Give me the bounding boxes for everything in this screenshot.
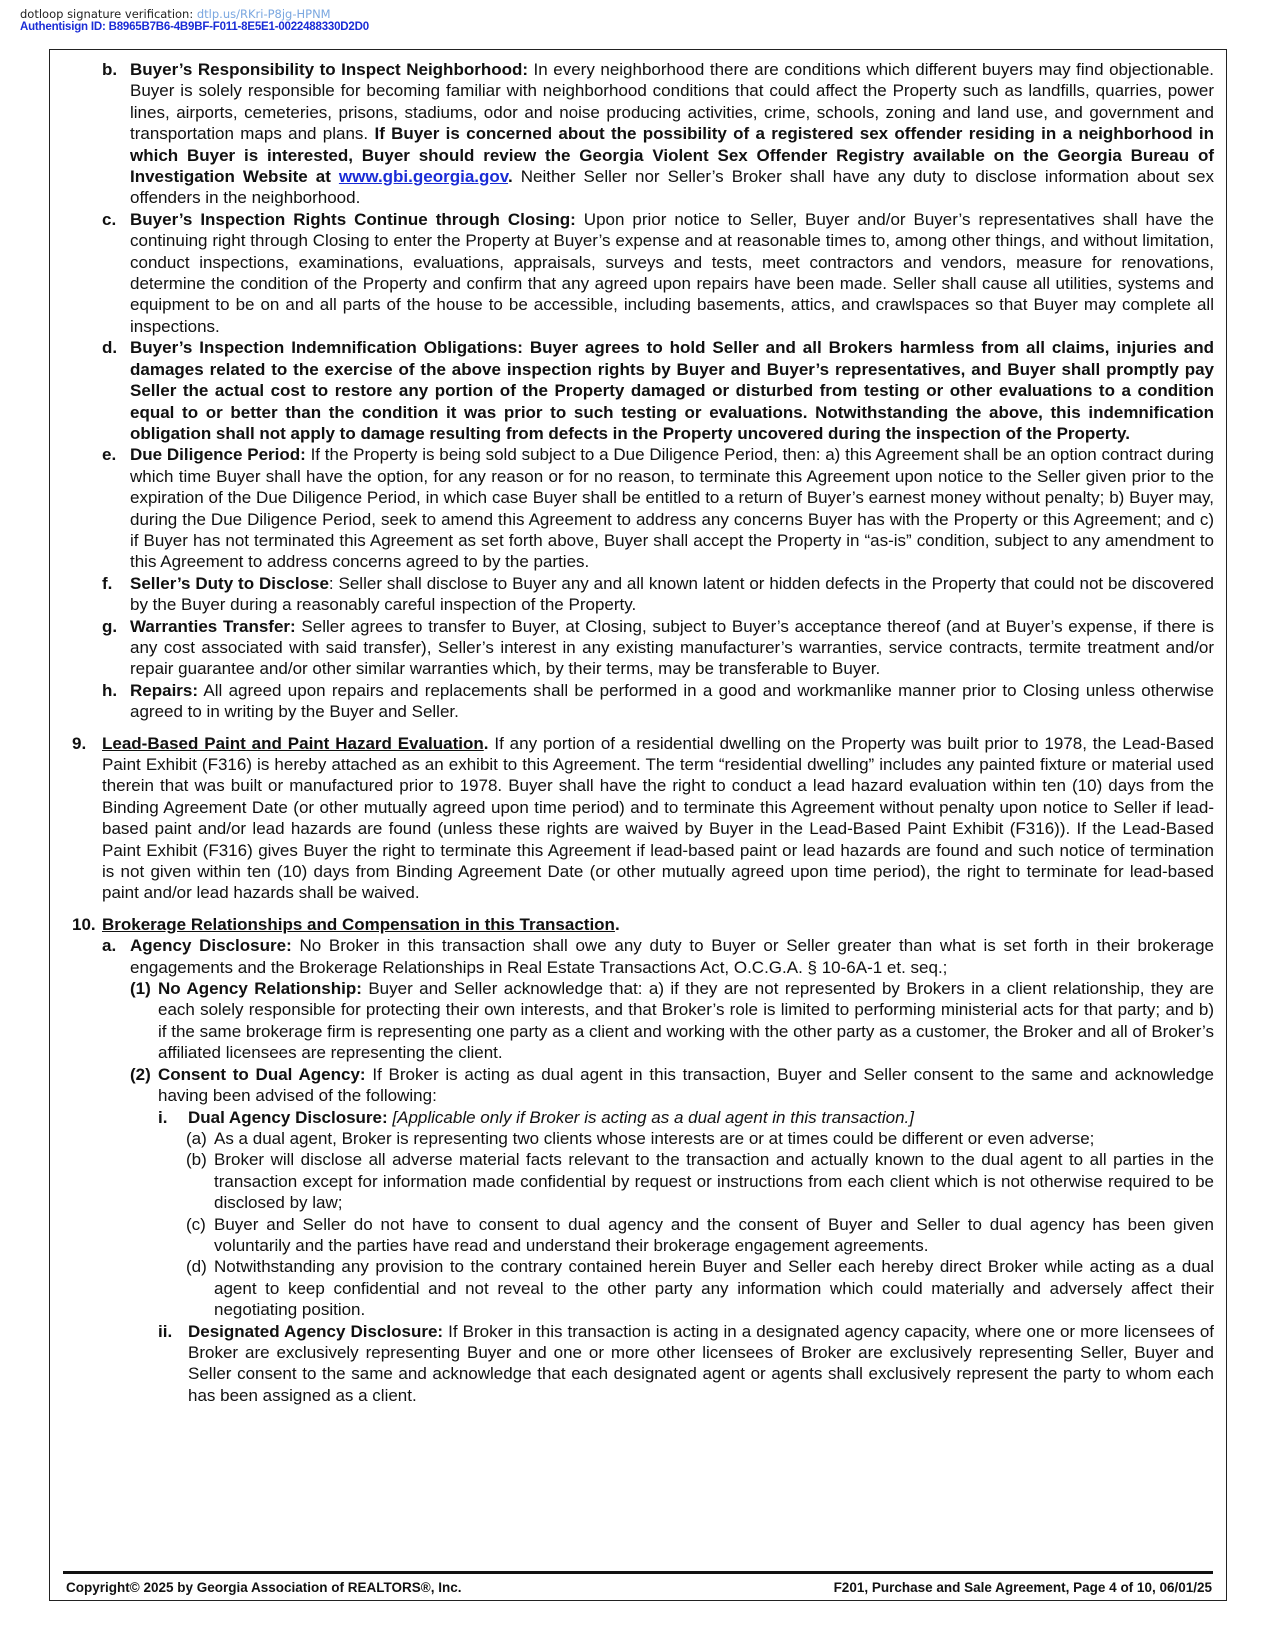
section-10-brokerage: 10. Brokerage Relationships and Compensation in this Transaction. — [72, 914, 620, 934]
item-title: Buyer’s Inspection Rights Continue through Closing: — [130, 209, 576, 229]
item-10a1-no-agency: (1) No Agency Relationship: Buyer and Seller acknowledge that: a) if they are not represented by Brokers in a client relationship, they are each solely responsible for protecting their own interests, and that Broker’s role is limited to performing ministerial acts for that party; and b) if the same brokerage firm is representing one party as a client and working with the other party as a customer, the Broker and all of Broker’s affiliated licensees are representing the client. — [130, 979, 1215, 1063]
section-title: Brokerage Relationships and Compensation in this Transaction — [102, 914, 615, 934]
authentisign-label: Authentisign ID: — [20, 21, 106, 33]
footer-divider — [63, 1571, 1213, 1574]
item-h: h. Repairs: All agreed upon repairs and replacements shall be performed in a good and workmanlike manner prior to Closing unless otherwise agreed to in writing by the Buyer and Seller. — [102, 680, 1214, 722]
item-designated-agency-disclosure: ii. Designated Agency Disclosure: If Broker in this transaction is acting in a designated agency capacity, where one or more licensees of Broker are exclusively representing Buyer and one or more other licensees of Broker are exclusively representing Seller, Buyer and Seller consent to the same and acknowledge that each designated agent or agents shall exclusively represent the party to whom each has been assigned as a client. — [158, 1321, 1214, 1405]
item-title: Warranties Transfer: — [130, 616, 296, 636]
authentisign-id: B8965B7B6-4B9BF-F011-8E5E1-0022488330D2D0 — [108, 21, 369, 33]
item-g: g. Warranties Transfer: Seller agrees to transfer to Buyer, at Closing, subject to Buyer’s acceptance thereof (and at Buyer’s expense, if there is any cost associated with said transfer), Seller’s interest in any existing manufacturer’s warranties, service contracts, termite treatment and/or repair guarantee and/or other similar warranties which, by their terms, may be transferable to Buyer. — [102, 616, 1214, 679]
item-title: Buyer’s Responsibility to Inspect Neighborhood: — [130, 60, 529, 79]
verification-label: dotloop signature verification: — [20, 7, 194, 21]
copyright-notice: Copyright© 2025 by Georgia Association of REALTORS®, Inc. — [66, 1580, 462, 1595]
dotloop-verification-line — [20, 8, 369, 21]
form-page-info: F201, Purchase and Sale Agreement, Page 4 of 10, 06/01/25 — [833, 1580, 1212, 1595]
document-body — [72, 59, 1214, 1406]
verification-link[interactable]: dtlp.us/RKri-P8jg-HPNM — [196, 7, 331, 21]
item-f: f. Seller’s Duty to Disclose: Seller shall disclose to Buyer any and all known latent or hidden defects in the Property that could not be discovered by the Buyer during a reasonably careful inspection of the Property. — [102, 573, 1215, 615]
dual-agency-sub-d: (d) Notwithstanding any provision to the contrary contained herein Buyer and Seller each hereby direct Broker while acting as a dual agent to keep confidential and not reveal to the other party any information which could materially and adversely affect their negotiating position. — [186, 1257, 1214, 1320]
dual-agency-sub-b: (b) Broker will disclose all adverse material facts relevant to the transaction and actually known to the dual agent to all parties in the transaction except for information made confidential by request or instructions from each client which is not otherwise required to be disclosed by law; — [186, 1150, 1214, 1213]
item-title: Designated Agency Disclosure: — [188, 1321, 444, 1341]
section-title: Lead-Based Paint and Paint Hazard Evaluation — [102, 733, 484, 753]
item-title: Consent to Dual Agency: — [158, 1064, 366, 1084]
item-title: No Agency Relationship: — [158, 979, 362, 999]
section-number: 10. — [72, 914, 96, 934]
item-d: d. Buyer’s Inspection Indemnification Obligations: Buyer agrees to hold Seller and all Brokers harmless from all claims, injuries and damages related to the exercise of the above inspection rights by Buyer and Buyer’s representatives, and Buyer shall promptly pay Seller the actual cost to restore any portion of the Property damaged or disturbed from testing or other evaluations to a condition equal to or better than the condition it was prior to such testing or evaluations. Notwithstanding the above, this indemnification obligation shall not apply to damage resulting from defects in the Property uncovered during the inspection of the Property. — [102, 338, 1214, 443]
section-9-lead-based-paint: 9. Lead-Based Paint and Paint Hazard Evaluation. If any portion of a residential dwelling on the Property was built prior to 1978, the Lead-Based Paint Exhibit (F316) is hereby attached as an exhibit to this Agreement. The term “residential dwelling” includes any painted fixture or material used therein that was built or manufactured prior to 1978. Buyer shall have the right to conduct a lead hazard evaluation within ten (10) days from the Binding Agreement Date (or other mutually agreed upon time period) and to terminate this Agreement without penalty upon notice to Seller if lead-based paint and/or lead hazards are found (unless these rights are waived by Buyer in the Lead-Based Paint Exhibit (F316)). If the Lead-Based Paint Exhibit (F316) gives Buyer the right to terminate this Agreement if lead-based paint or lead hazards are found and such notice of termination is not given within ten (10) days from Binding Agreement Date (or other mutually agreed upon time period), the right to terminate for lead-based paint and/or lead hazards shall be waived. — [72, 733, 1214, 903]
gbi-website-link[interactable]: www.gbi.georgia.gov — [338, 167, 508, 187]
signature-verification-header — [20, 8, 369, 34]
authentisign-id-line — [20, 21, 369, 34]
dual-agency-sub-c: (c) Buyer and Seller do not have to consent to dual agency and the consent of Buyer and Seller to dual agency has been given voluntarily and the parties have read and understand their brokerage engagement agreements. — [186, 1214, 1214, 1255]
item-title: Dual Agency Disclosure: — [188, 1107, 388, 1127]
section-number: 9. — [72, 733, 87, 753]
item-10a2-dual-agency: (2) Consent to Dual Agency: If Broker is acting as dual agent in this transaction, Buyer and Seller consent to the same and acknowledge having been advised of the following: — [130, 1064, 1215, 1106]
item-title: Repairs: — [130, 680, 199, 700]
item-b: b. Buyer’s Responsibility to Inspect Neighborhood: In every neighborhood there are conditions which different buyers may find objectionable. Buyer is solely responsible for becoming familiar with neighborhood conditions that could affect the Property such as landfills, quarries, power lines, airports, cemeteries, prisons, stadiums, odor and noise producing activities, crime, schools, zoning and land use, and government and transportation maps and plans. If Buyer is concerned about the possibility of a registered sex offender residing in a neighborhood in which Buyer is interested, Buyer should review the Georgia Violent Sex Offender Registry available on the Georgia Bureau of Investigation Website at www.gbi.georgia.gov. Neither Seller nor Seller’s Broker shall have any duty to disclose information about sex offenders in the neighborhood. — [102, 60, 1214, 208]
item-10a-agency-disclosure: a. Agency Disclosure: No Broker in this transaction shall owe any duty to Buyer or Seller greater than what is set forth in their brokerage engagements and the Brokerage Relationships in Real Estate Transactions Act, O.C.G.A. § 10-6A-1 et. seq.; — [102, 936, 1214, 977]
item-c: c. Buyer’s Inspection Rights Continue through Closing: Upon prior notice to Seller, Buyer and/or Buyer’s representatives shall have the continuing right through Closing to enter the Property at Buyer’s expense and at reasonable times to, among other things, and without limitation, conduct inspections, examinations, evaluations, appraisals, surveys and tests, meet contractors and vendors, measure for renovations, determine the condition of the Property and confirm that any agreed upon repairs have been made. Seller shall cause all utilities, systems and equipment to be on and all parts of the house to be accessible, including basements, attics, and crawlspaces so that Buyer may complete all inspections. — [102, 209, 1214, 336]
item-title: Buyer’s Inspection Indemnification Obligations: — [130, 338, 523, 358]
item-dual-agency-disclosure: i. Dual Agency Disclosure: [Applicable only if Broker is acting as a dual agent in this transaction.] — [158, 1107, 915, 1127]
item-e: e. Due Diligence Period: If the Property is being sold subject to a Due Diligence Period, then: a) this Agreement shall be an option contract during which time Buyer shall have the option, for any reason or for no reason, to terminate this Agreement upon notice to the Seller given prior to the expiration of the Due Diligence Period, in which case Buyer shall be entitled to a return of Buyer’s earnest money without penalty; b) Buyer may, during the Due Diligence Period, seek to amend this Agreement to address any concerns Buyer has with the Property or this Agreement; and c) if Buyer has not terminated this Agreement as set forth above, Buyer shall accept the Property in “as-is” condition, subject to any amendment to this Agreement to address concerns agreed to by the parties. — [102, 445, 1214, 572]
item-title: Seller’s Duty to Disclose — [130, 573, 329, 593]
item-title: Due Diligence Period: — [130, 445, 306, 465]
item-title: Agency Disclosure: — [130, 936, 292, 956]
item-label: b. — [102, 60, 118, 79]
dual-agency-sub-a: (a) As a dual agent, Broker is representing two clients whose interests are or at times could be different or even adverse; — [186, 1128, 1095, 1148]
page-footer — [66, 1580, 1212, 1595]
